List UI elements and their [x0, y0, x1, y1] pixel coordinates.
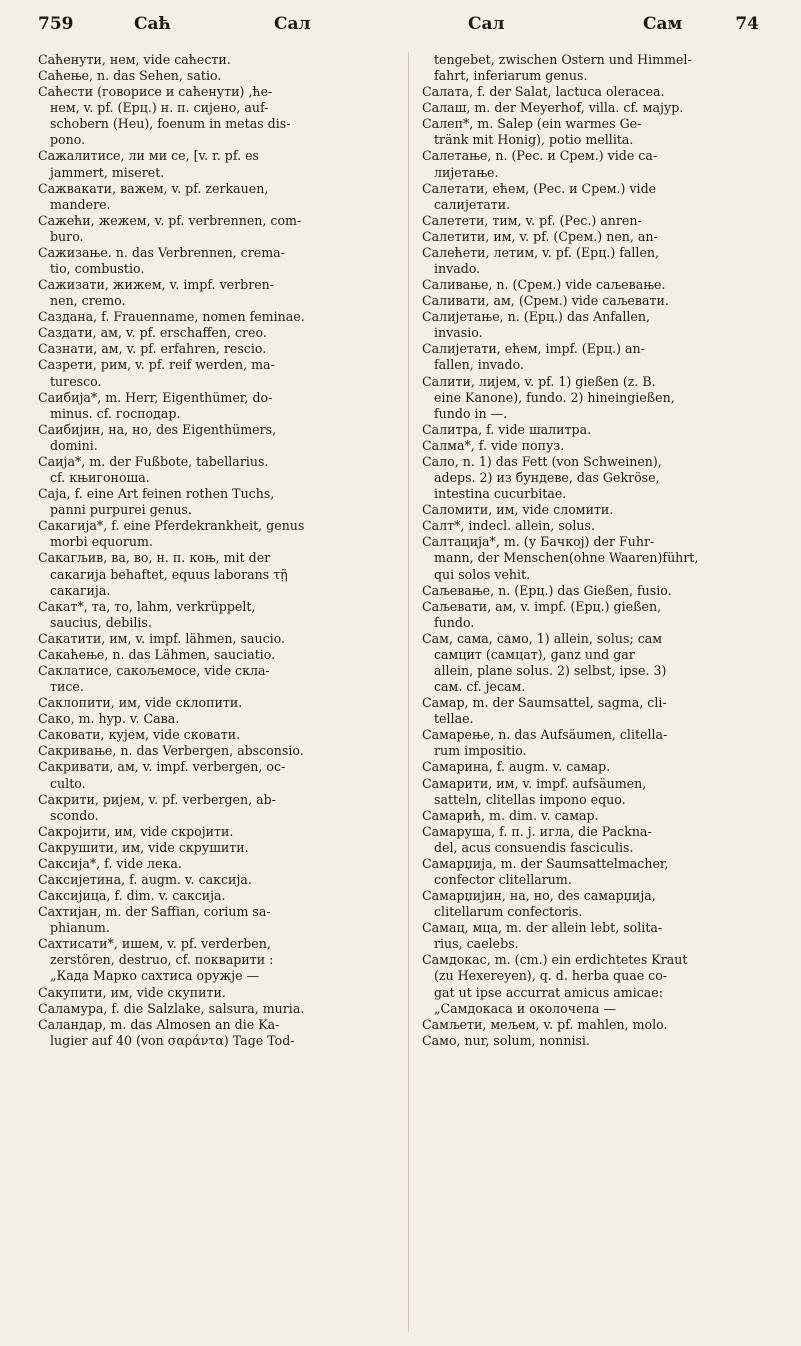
entry-line: Саја, f. eine Art feinen rothen Tuchs, [38, 486, 275, 502]
entry-continuation-line: rum impositio. [434, 743, 527, 759]
entry-line: Саландар, m. das Almosen an die Ka- [38, 1016, 280, 1032]
entry-continuation-line: adeps. 2) из бундеве, das Gekröse, [434, 470, 660, 486]
entry-continuation-line: салијетати. [434, 196, 511, 212]
guide-word-right-2: Сам [643, 14, 683, 34]
entry-continuation-line: tio, combustio. [50, 261, 145, 277]
entry-continuation-line: panni purpurei genus. [50, 502, 192, 518]
entry-line: Самарење, n. das Aufsäumen, clitella- [422, 727, 668, 743]
page-number-right: 74 [735, 14, 759, 34]
entry-line: Самарџијин, на, но, des самарџија, [422, 888, 656, 904]
entry-continuation-line: del, acus consuendis fasciculis. [434, 839, 634, 855]
entry-line: Салма*, f. vide попуз. [422, 437, 565, 453]
entry-line: Салећети, летим, v. pf. (Ерц.) fallen, [422, 244, 660, 260]
entry-line: Самарић, m. dim. v. самар. [422, 807, 599, 823]
entry-line: Саковати, кујем, vide сковати. [38, 727, 241, 743]
entry-line: Салеп*, m. Salep (ein warmes Ge- [422, 116, 642, 132]
entry-line: Сакрити, ријем, v. pf. verbergen, ab- [38, 791, 276, 807]
entry-continuation-line: lugier auf 40 (von σαράντα) Tage Tod- [50, 1032, 295, 1048]
entry-line: Самарити, им, v. impf. aufsäumen, [422, 775, 647, 791]
entry-line: Саљевати, ам, v. impf. (Ерц.) gießen, [422, 598, 662, 614]
entry-line: Салата, f. der Salat, lactuca oleracea. [422, 84, 665, 100]
entry-continuation-line: turesco. [50, 373, 102, 389]
entry-line: Самарина, f. augm. v. самар. [422, 759, 611, 775]
column-divider [408, 52, 409, 1332]
entry-continuation-line: сакагија. [50, 582, 111, 598]
entry-line: Самдокас, m. (cm.) ein erdichtetes Kraut [422, 952, 688, 968]
entry-continuation-line: invasio. [434, 325, 483, 341]
entry-continuation-line: intestina cucurbitae. [434, 486, 567, 502]
guide-word-left-2: Сал [274, 14, 311, 34]
left-column [38, 52, 390, 1336]
entry-line: Сам, сама, само, 1) allein, solus; сам [422, 630, 663, 646]
entry-continuation-line: confector clitellarum. [434, 871, 572, 887]
entry-line: Сакагљив, ва, во, н. п. коњ, mit der [38, 550, 271, 566]
running-header [38, 14, 777, 42]
entry-line: Сало, n. 1) das Fett (von Schweinen), [422, 453, 662, 469]
entry-line: Сакројити, им, vide скројити. [38, 823, 234, 839]
entry-continuation-line: (zu Hexereyen), q. d. herba quae co- [434, 968, 668, 984]
entry-line: Самар, m. der Saumsattel, sagma, cli- [422, 695, 667, 711]
entry-continuation-line: domini. [50, 437, 98, 453]
entry-continuation-line: saucius, debilis. [50, 614, 152, 630]
entry-line: Самарџија, m. der Saumsattelmacher, [422, 855, 669, 871]
entry-line: Саздана, f. Frauenname, nomen feminae. [38, 309, 305, 325]
entry-line: Саибијин, на, но, des Eigenthümers, [38, 421, 277, 437]
entry-continuation-line: tränk mit Honig), potio mellita. [434, 132, 634, 148]
entry-continuation-line: mann, der Menschen(ohne Waaren)führt, [434, 550, 699, 566]
entry-line: Сажизати, жижем, v. impf. verbren- [38, 277, 275, 293]
entry-line: Саксијица, f. dim. v. саксија. [38, 888, 226, 904]
entry-continuation-line: „Када Марко сахтиса оружје — [50, 968, 260, 984]
entry-continuation-line: fahrt, inferiarum genus. [434, 68, 588, 84]
entry-continuation-line: qui solos vehit. [434, 566, 531, 582]
entry-line: Салтација*, m. (у Бачкој) der Fuhr- [422, 534, 655, 550]
entry-continuation-line: schobern (Heu), foenum in metas dis- [50, 116, 291, 132]
entry-line: Сакупити, им, vide скупити. [38, 984, 226, 1000]
entry-continuation-line: gat ut ipse accurrat amicus amicae: [434, 984, 663, 1000]
entry-line: Саливати, ам, (Срем.) vide саљевати. [422, 293, 669, 309]
entry-continuation-line: phianum. [50, 920, 110, 936]
entry-line: Салетање, n. (Рес. и Срем.) vide са- [422, 148, 658, 164]
entry-line: Саломити, им, vide сломити. [422, 502, 614, 518]
entry-continuation-line: mandere. [50, 196, 111, 212]
entry-continuation-line: zerstören, destruo, cf. покварити : [50, 952, 274, 968]
entry-continuation-line: scondo. [50, 807, 99, 823]
entry-line: Салитра, f. vide шалитра. [422, 421, 592, 437]
entry-line: Салетати, ећем, (Рес. и Срем.) vide [422, 180, 657, 196]
entry-continuation-line: buro. [50, 228, 84, 244]
entry-continuation-line: clitellarum confectoris. [434, 904, 583, 920]
entry-continuation-line: fundo. [434, 614, 475, 630]
entry-line: Сакривати, ам, v. impf. verbergen, oc- [38, 759, 286, 775]
entry-line: Саксијетина, f. augm. v. саксија. [38, 871, 252, 887]
entry-line: Салијетати, ећем, impf. (Ерц.) an- [422, 341, 645, 357]
right-column [422, 52, 778, 1336]
entry-continuation-line: тисе. [50, 679, 84, 695]
entry-line: Салетити, им, v. pf. (Срем.) nen, an- [422, 228, 658, 244]
entry-line: Саклатисе, сакољемосе, vide скла- [38, 662, 270, 678]
entry-line: Сахтијан, m. der Saffian, corium sa- [38, 904, 271, 920]
entry-continuation-line: nen, cremo. [50, 293, 126, 309]
entry-line: Саћенути, нем, vide саћести. [38, 52, 231, 67]
entry-line: Сазрети, рим, v. pf. reif werden, ma- [38, 357, 275, 373]
page-number-left: 759 [38, 14, 74, 34]
entry-line: Саибија*, m. Herr, Eigenthümer, do- [38, 389, 273, 405]
entry-line: Само, nur, solum, nonnisi. [422, 1032, 590, 1048]
entry-continuation-line: tengebet, zwischen Ostern und Himmel- [434, 52, 692, 67]
entry-continuation-line: cf. књигоноша. [50, 470, 150, 486]
guide-word-left-1: Саћ [134, 14, 171, 34]
entry-continuation-line: „Самдокаса и околочепа — [434, 1000, 617, 1016]
entry-continuation-line: pono. [50, 132, 86, 148]
entry-line: Сазнати, ам, v. pf. erfahren, rescio. [38, 341, 267, 357]
entry-line: Сакаћење, n. das Lähmen, sauciatio. [38, 646, 276, 662]
entry-line: Саламура, f. die Salzlake, salsura, muria. [38, 1000, 305, 1016]
entry-line: Саздати, ам, v. pf. erschaffen, creo. [38, 325, 267, 341]
entry-continuation-line: eine Kanone), fundo. 2) hineingießen, [434, 389, 675, 405]
entry-line: Саћење, n. das Sehen, satio. [38, 68, 222, 84]
entry-line: Сажизање. n. das Verbrennen, crema- [38, 244, 285, 260]
guide-word-right-1: Сал [468, 14, 505, 34]
entry-line: Сахтисати*, ишем, v. pf. verderben, [38, 936, 271, 952]
entry-line: Сакрушити, им, vide скрушити. [38, 839, 249, 855]
entry-line: Сакат*, та, то, lahm, verkrüppelt, [38, 598, 256, 614]
entry-line: Саија*, m. der Fußbote, tabellarius. [38, 453, 269, 469]
entry-continuation-line: culto. [50, 775, 86, 791]
entry-continuation-line: allein, plane solus. 2) selbst, ipse. 3) [434, 662, 667, 678]
entry-continuation-line: fallen, invado. [434, 357, 524, 373]
entry-continuation-line: лијетање. [434, 164, 499, 180]
entry-line: Сакривање, n. das Verbergen, absconsio. [38, 743, 304, 759]
entry-line: Сажећи, жежем, v. pf. verbrennen, com- [38, 212, 302, 228]
entry-continuation-line: tellae. [434, 711, 474, 727]
entry-continuation-line: morbi equorum. [50, 534, 153, 550]
entry-line: Самаруша, f. п. ј. игла, die Packna- [422, 823, 652, 839]
entry-line: Сакагија*, f. eine Pferdekrankheit, genus [38, 518, 305, 534]
entry-continuation-line: jammert, miseret. [50, 164, 165, 180]
entry-line: Салијетање, n. (Ерц.) das Anfallen, [422, 309, 651, 325]
entry-continuation-line: satteln, clitellas impono equo. [434, 791, 626, 807]
entry-continuation-line: сам. cf. јесам. [434, 679, 526, 695]
entry-continuation-line: minus. cf. господар. [50, 405, 181, 421]
entry-line: Саливање, n. (Срем.) vide саљевање. [422, 277, 666, 293]
entry-line: Сако, m. hyp. v. Сава. [38, 711, 180, 727]
entry-continuation-line: самцит (самцат), ganz und gar [434, 646, 635, 662]
entry-line: Салетети, тим, v. pf. (Рес.) anren- [422, 212, 642, 228]
entry-line: Сакатити, им, v. impf. lähmen, saucio. [38, 630, 286, 646]
entry-continuation-line: fundo in —. [434, 405, 508, 421]
entry-line: Салити, лијем, v. pf. 1) gießen (z. B. [422, 373, 656, 389]
entry-line: Саклопити, им, vide склопити. [38, 695, 243, 711]
entry-continuation-line: invado. [434, 261, 481, 277]
entry-continuation-line: нем, v. pf. (Ерц.) н. п. сијено, auf- [50, 100, 269, 116]
entry-line: Салт*, indecl. allein, solus. [422, 518, 595, 534]
entry-line: Сажвакати, важем, v. pf. zerkauen, [38, 180, 269, 196]
entry-line: Саксија*, f. vide лека. [38, 855, 182, 871]
entry-continuation-line: rius, caelebs. [434, 936, 519, 952]
entry-line: Саћести (говорисе и саћенути) ,ће- [38, 84, 273, 100]
entry-line: Салаш, m. der Meyerhof, villa. cf. мајур. [422, 100, 684, 116]
entry-line: Саљевање, n. (Ерц.) das Gießen, fusio. [422, 582, 672, 598]
entry-line: Самац, мца, m. der allein lebt, solita- [422, 920, 663, 936]
entry-line: Сажалитисе, ли ми се, [v. r. pf. es [38, 148, 259, 164]
entry-continuation-line: сакагија behaftet, equus laborans τῇ [50, 566, 288, 582]
entry-line: Самљети, мељем, v. pf. mahlen, molo. [422, 1016, 668, 1032]
